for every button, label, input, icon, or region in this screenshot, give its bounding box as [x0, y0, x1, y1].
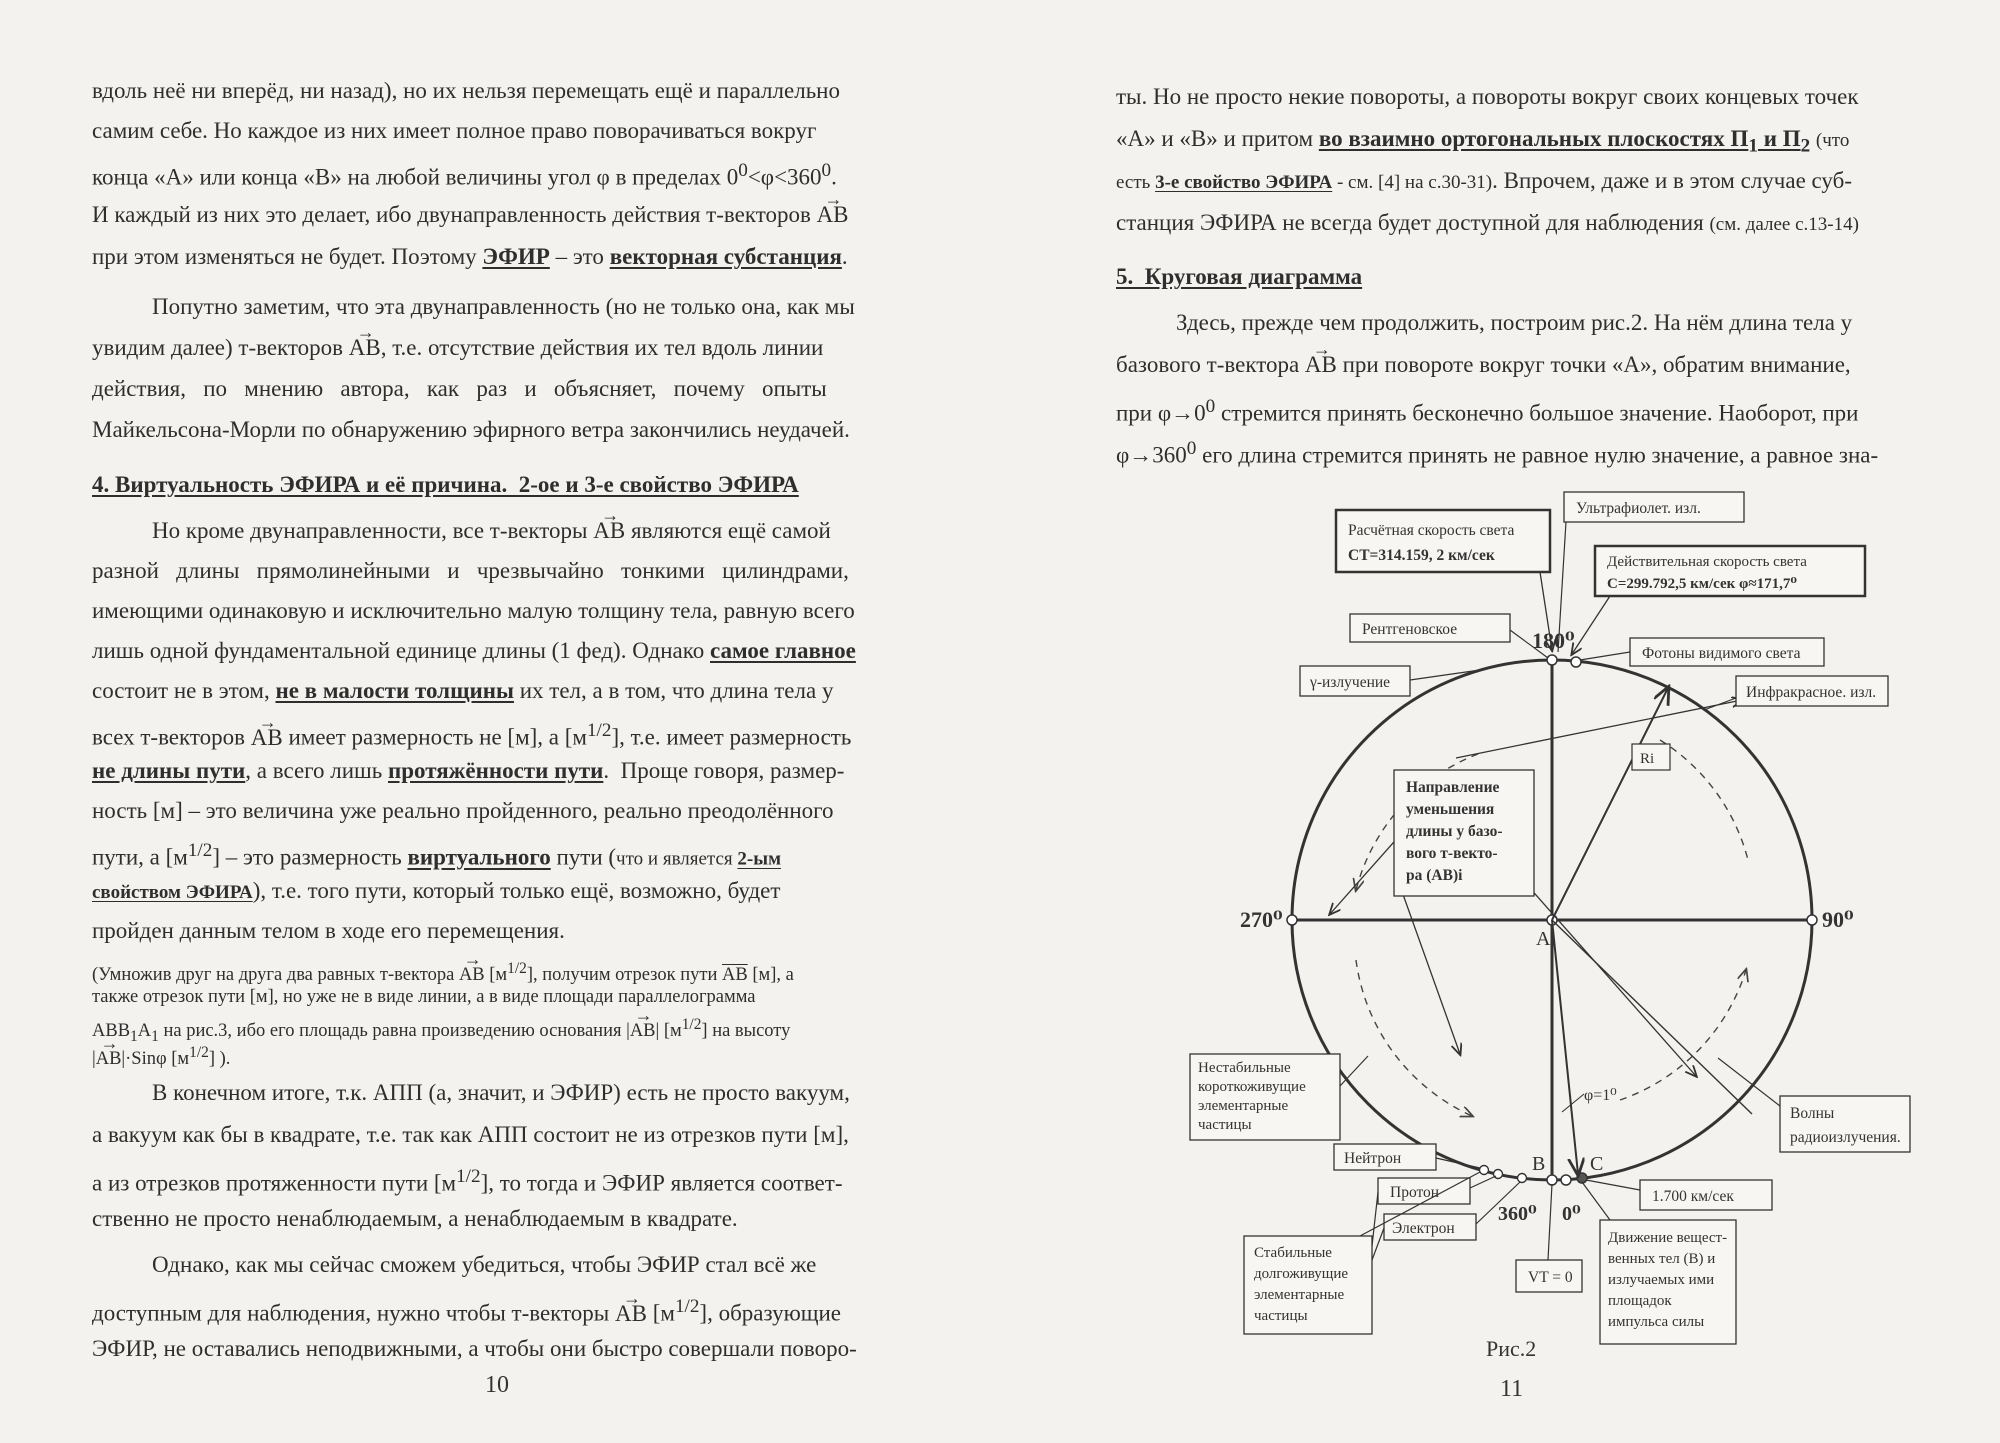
point-270	[1287, 915, 1297, 925]
label-180: 180⁰	[1532, 628, 1575, 653]
text-line: увидим далее) т-векторов → AB, т.е. отсутствие действия их тел вдоль линии	[92, 333, 823, 363]
text-line: И каждый из них это делает, ибо двунаправленность действия т-векторов → AB	[92, 200, 849, 230]
text-line: доступным для наблюдения, нужно чтобы т-векторы → AB $[м^{1/2}]$, образующие	[92, 1292, 841, 1329]
text-line: ЭФИР, не оставались неподвижными, а чтобы они быстро совершали поворо-	[92, 1336, 857, 1361]
svg-text:вого т-векто-: вого т-векто-	[1406, 845, 1498, 862]
svg-text:ра (AB)i: ра (AB)i	[1406, 867, 1463, 884]
point-B	[1547, 1175, 1557, 1185]
text-line: конца «А» или конца «В» на любой величины угол φ в пределах $0^0<\varphi<360^0$.	[92, 160, 837, 190]
arc-arrow	[1620, 970, 1746, 1100]
note-line: (Умножив друг на друга два равных т-вектора → AB $[м^{1/2}]$, получим отрезок пути $\overline{AB}$ [м], а	[92, 956, 794, 988]
text-line: свойством ЭФИРА), т.е. того пути, который только ещё, возможно, будет	[92, 878, 781, 903]
svg-text:Нестабильные: Нестабильные	[1198, 1060, 1291, 1076]
right-page	[1000, 0, 2000, 1443]
svg-text:Волны: Волны	[1790, 1105, 1835, 1122]
vector-ac	[1552, 920, 1578, 1174]
note-line: также отрезок пути [м], но уже не в виде линии, а в виде площади параллелограмма	[92, 987, 756, 1007]
arc-arrow	[1660, 740, 1748, 860]
svg-text:импульса силы: импульса силы	[1608, 1314, 1705, 1330]
text-line: действия, по мнению автора, как раз и объясняет, почему опыты	[92, 376, 827, 401]
svg-text:Фотоны видимого света: Фотоны видимого света	[1642, 645, 1801, 662]
text-line: при $\varphi\to 0^0$ стремится принять бесконечно большое значение. Наоборот, при	[1116, 396, 1859, 426]
text-line: пути, а $[м^{1/2}]$ – это размерность виртуального пути (что и является 2-ым	[92, 840, 782, 870]
svg-text:C=299.792,5 км/сек φ≈171,7: C=299.792,5 км/сек φ≈171,7⁰	[1607, 576, 1797, 592]
svg-text:Инфракрасное. изл.: Инфракрасное. изл.	[1746, 684, 1877, 701]
text-line: Но кроме двунаправленности, все т-векторы → AB являются ещё самой	[152, 516, 831, 546]
figure-caption: Рис.2	[1486, 1336, 1537, 1361]
text-line: Майкельсона-Морли по обнаружению эфирного ветра закончились неудачей.	[92, 417, 850, 442]
svg-text:площадок: площадок	[1608, 1293, 1672, 1309]
text-line: вдоль неё ни вперёд, ни назад), но их нельзя перемещать ещё и параллельно	[92, 78, 840, 103]
text-line: базового т-вектора → AB при повороте вокруг точки «А», обратим внимание,	[1116, 350, 1851, 380]
svg-text:долгоживущие: долгоживущие	[1254, 1266, 1349, 1282]
text-line: а вакуум как бы в квадрате, т.е. так как АПП состоит не из отрезков пути [м],	[92, 1122, 849, 1147]
text-line: лишь одной фундаментальной единице длины (1 фед). Однако самое главное	[92, 638, 856, 663]
text-line: пройден данным телом в ходе его перемещения.	[92, 918, 565, 943]
page-number: 11	[1500, 1376, 1524, 1402]
point-neutron	[1480, 1166, 1489, 1175]
svg-text:длины у базо-: длины у базо-	[1406, 823, 1503, 840]
svg-text:Стабильные: Стабильные	[1254, 1245, 1332, 1261]
section-heading-4: 4. Виртуальность ЭФИРА и её причина. 2-ое и 3-е свойство ЭФИРА	[92, 472, 799, 497]
point-C	[1577, 1173, 1587, 1183]
svg-text:частицы: частицы	[1254, 1308, 1308, 1324]
svg-text:Нейтрон: Нейтрон	[1344, 1150, 1402, 1167]
text-line: Здесь, прежде чем продолжить, построим рис.2. На нём длина тела у	[1176, 310, 1853, 335]
text-line: ственно не просто ненаблюдаемым, а ненаблюдаемым в квадрате.	[92, 1206, 738, 1231]
direction-pointer	[1456, 700, 1742, 758]
text-line: разной длины прямолинейными и чрезвычайно тонкими цилиндрами,	[92, 558, 849, 583]
circular-diagram	[1100, 490, 1980, 1370]
svg-text:Действительная скорость света: Действительная скорость света	[1607, 554, 1807, 570]
note-line: |→ AB|·Sinφ $[м^{1/2}]$ ).	[92, 1040, 230, 1072]
svg-text:Электрон: Электрон	[1392, 1220, 1455, 1237]
text-line: не длины пути, а всего лишь протяжённости пути. Проще говоря, размер-	[92, 758, 845, 783]
svg-text:Расчётная скорость света: Расчётная скорость света	[1348, 522, 1515, 539]
section-heading-5: 5. Круговая диаграмма	[1116, 264, 1363, 289]
vector-ri	[1552, 688, 1668, 920]
svg-text:Движение вещест-: Движение вещест-	[1608, 1230, 1728, 1246]
note-line: $ABB_1A_1$ на рис.3, ибо его площадь равна произведению основания |→ AB| $[м^{1/2}]$ на высоту	[92, 1012, 790, 1050]
radius-line	[1552, 920, 1752, 1114]
svg-text:короткоживущие: короткоживущие	[1198, 1079, 1306, 1095]
label-B: B	[1532, 1153, 1546, 1175]
label-90: 90⁰	[1822, 907, 1854, 932]
svg-text:уменьшения: уменьшения	[1406, 801, 1495, 818]
text-line: имеющими одинаковую и исключительно малую толщину тела, равную всего	[92, 598, 855, 623]
svg-text:элементарные: элементарные	[1198, 1098, 1289, 1114]
label-A: A	[1536, 928, 1551, 950]
svg-text:излучаемых ими: излучаемых ими	[1608, 1272, 1715, 1288]
svg-text:Ультрафиолет. изл.: Ультрафиолет. изл.	[1576, 500, 1701, 517]
text-line: Однако, как мы сейчас сможем убедиться, чтобы ЭФИР стал всё же	[152, 1252, 817, 1277]
svg-text:Протон: Протон	[1390, 1184, 1440, 1201]
point-90	[1807, 915, 1817, 925]
label-270: 270⁰	[1240, 907, 1283, 932]
label-360: 360⁰	[1498, 1203, 1537, 1225]
text-line: Попутно заметим, что эта двунаправленность (но не только она, как мы	[152, 294, 855, 319]
label-0: 0⁰	[1562, 1203, 1581, 1225]
svg-text:Ri: Ri	[1640, 751, 1655, 767]
label-phi1: φ=1⁰	[1584, 1087, 1617, 1104]
svg-text:элементарные: элементарные	[1254, 1287, 1345, 1303]
point-visible	[1571, 657, 1581, 667]
text-line: состоит не в этом, не в малости толщины их тел, а в том, что длина тела у	[92, 678, 834, 703]
text-line: самим себе. Но каждое из них имеет полное право поворачиваться вокруг	[92, 118, 817, 143]
text-line: всех т-векторов → AB имеет размерность не [м], а $[м^{1/2}]$, т.е. имеет размерность	[92, 716, 851, 753]
text-line: «А» и «В» и притом во взаимно ортогональных плоскостях $П_1$ и $П_2$ (что	[1116, 126, 1850, 157]
direction-pointer	[1400, 886, 1460, 1054]
svg-text:венных тел (B) и: венных тел (B) и	[1608, 1251, 1716, 1267]
text-line: а из отрезков протяженности пути $[м^{1/2}]$, то тогда и ЭФИР является соответ-	[92, 1166, 843, 1196]
point-zero	[1561, 1175, 1571, 1185]
text-line: В конечном итоге, т.к. АПП (а, значит, и ЭФИР) есть не просто вакуум,	[152, 1080, 850, 1105]
svg-text:1.700 км/сек: 1.700 км/сек	[1652, 1188, 1734, 1205]
svg-text:γ-излучение: γ-излучение	[1310, 674, 1391, 691]
text-line: есть 3-е свойство ЭФИРА - см. [4] на с.30-31). Впрочем, даже и в этом случае суб-	[1116, 168, 1852, 193]
svg-text:частицы: частицы	[1198, 1117, 1252, 1133]
svg-text:радиоизлучения.: радиоизлучения.	[1790, 1129, 1901, 1146]
label-C: C	[1590, 1153, 1604, 1175]
point-electron	[1518, 1174, 1527, 1183]
page-number: 10	[485, 1372, 509, 1398]
text-line: $\varphi\to 360^0$ его длина стремится принять не равное нулю значение, а равное зна-	[1116, 438, 1879, 468]
svg-text:CT=314.159, 2 км/сек: CT=314.159, 2 км/сек	[1348, 547, 1495, 564]
svg-text:Направление: Направление	[1406, 779, 1500, 796]
text-line: ность [м] – это величина уже реально пройденного, реально преодолённого	[92, 798, 834, 823]
text-line: ты. Но не просто некие повороты, а повороты вокруг своих концевых точек	[1116, 84, 1859, 109]
svg-text:VT = 0: VT = 0	[1528, 1269, 1573, 1286]
text-line: при этом изменяться не будет. Поэтому ЭФИР – это векторная субстанция.	[92, 244, 848, 269]
text-line: станция ЭФИРА не всегда будет доступной для наблюдения (см. далее с.13-14)	[1116, 210, 1859, 235]
point-180	[1547, 655, 1557, 665]
svg-text:Рентгеновское: Рентгеновское	[1362, 621, 1458, 638]
